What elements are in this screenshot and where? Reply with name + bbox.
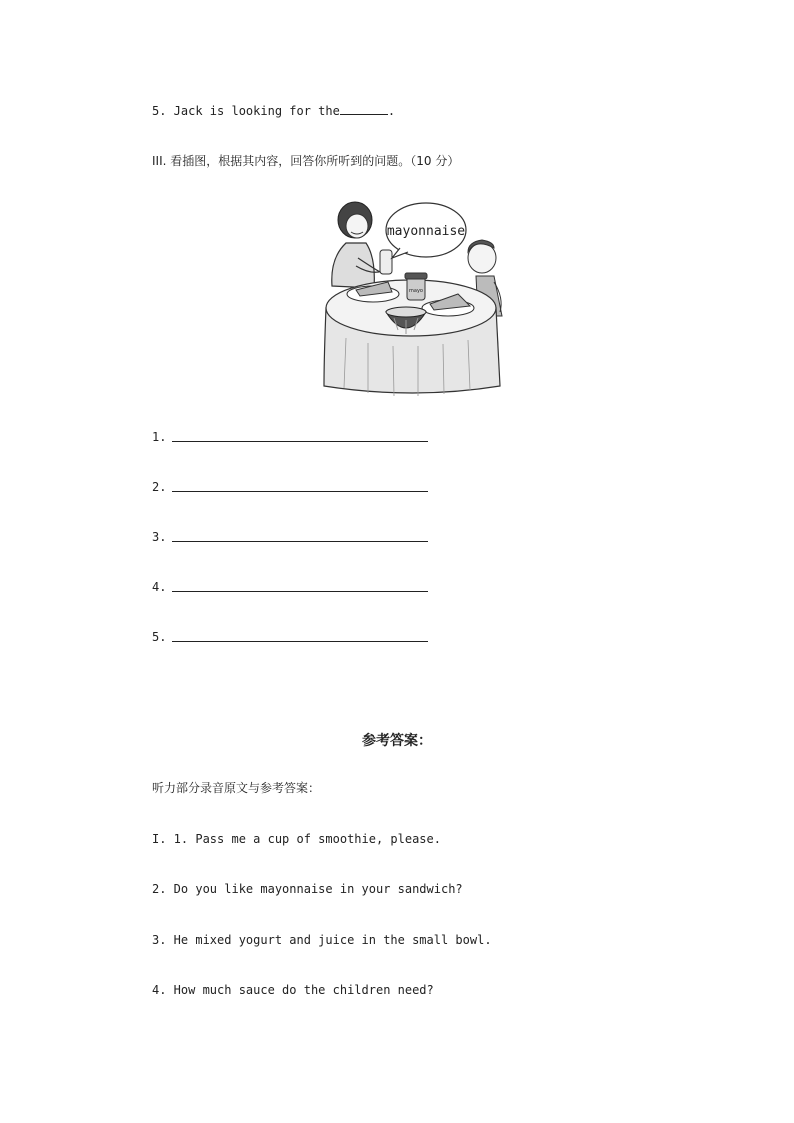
answer-line-1-number: 1. — [152, 430, 167, 444]
answer-line-5 — [152, 629, 172, 645]
jar-label: mayo — [409, 288, 423, 294]
answer-line-4-rule[interactable] — [172, 591, 428, 592]
answers-intro: 听力部分录音原文与参考答案： — [152, 781, 321, 795]
answer-item-2: 2. Do you like mayonnaise in your sandwich? — [152, 882, 463, 896]
answer-line-5-rule[interactable] — [172, 641, 428, 642]
dinner-table-illustration — [318, 198, 508, 398]
answer-item-3: 3. He mixed yogurt and juice in the small bowl. — [152, 933, 492, 947]
answer-line-3 — [152, 529, 172, 545]
question-5-text: 5. Jack is looking for the — [152, 104, 340, 118]
mayo-jar — [405, 273, 427, 300]
mayo-bottle — [380, 250, 392, 274]
woman-figure — [332, 202, 384, 288]
question-5-period: . — [387, 104, 396, 118]
answers-heading: 参考答案： — [362, 733, 432, 749]
answer-line-3-rule[interactable] — [172, 541, 428, 542]
speech-bubble-text: mayonnaise — [386, 224, 466, 239]
question-5-blank[interactable] — [340, 103, 388, 115]
answer-line-1-rule[interactable] — [172, 441, 428, 442]
question-5 — [152, 103, 395, 119]
answer-line-2 — [152, 479, 172, 495]
answer-item-1: I. 1. Pass me a cup of smoothie, please. — [152, 832, 441, 846]
section-3-title: III. 看插图，根据其内容，回答你所听到的问题。（10 分） — [152, 154, 460, 168]
answer-line-3-number: 3. — [152, 530, 167, 544]
answer-line-5-number: 5. — [152, 630, 167, 644]
answer-line-4 — [152, 579, 172, 595]
answer-line-1 — [152, 429, 172, 445]
answer-line-2-rule[interactable] — [172, 491, 428, 492]
answer-line-2-number: 2. — [152, 480, 167, 494]
speech-bubble — [386, 203, 466, 258]
answer-line-4-number: 4. — [152, 580, 167, 594]
answer-item-4: 4. How much sauce do the children need? — [152, 983, 434, 997]
